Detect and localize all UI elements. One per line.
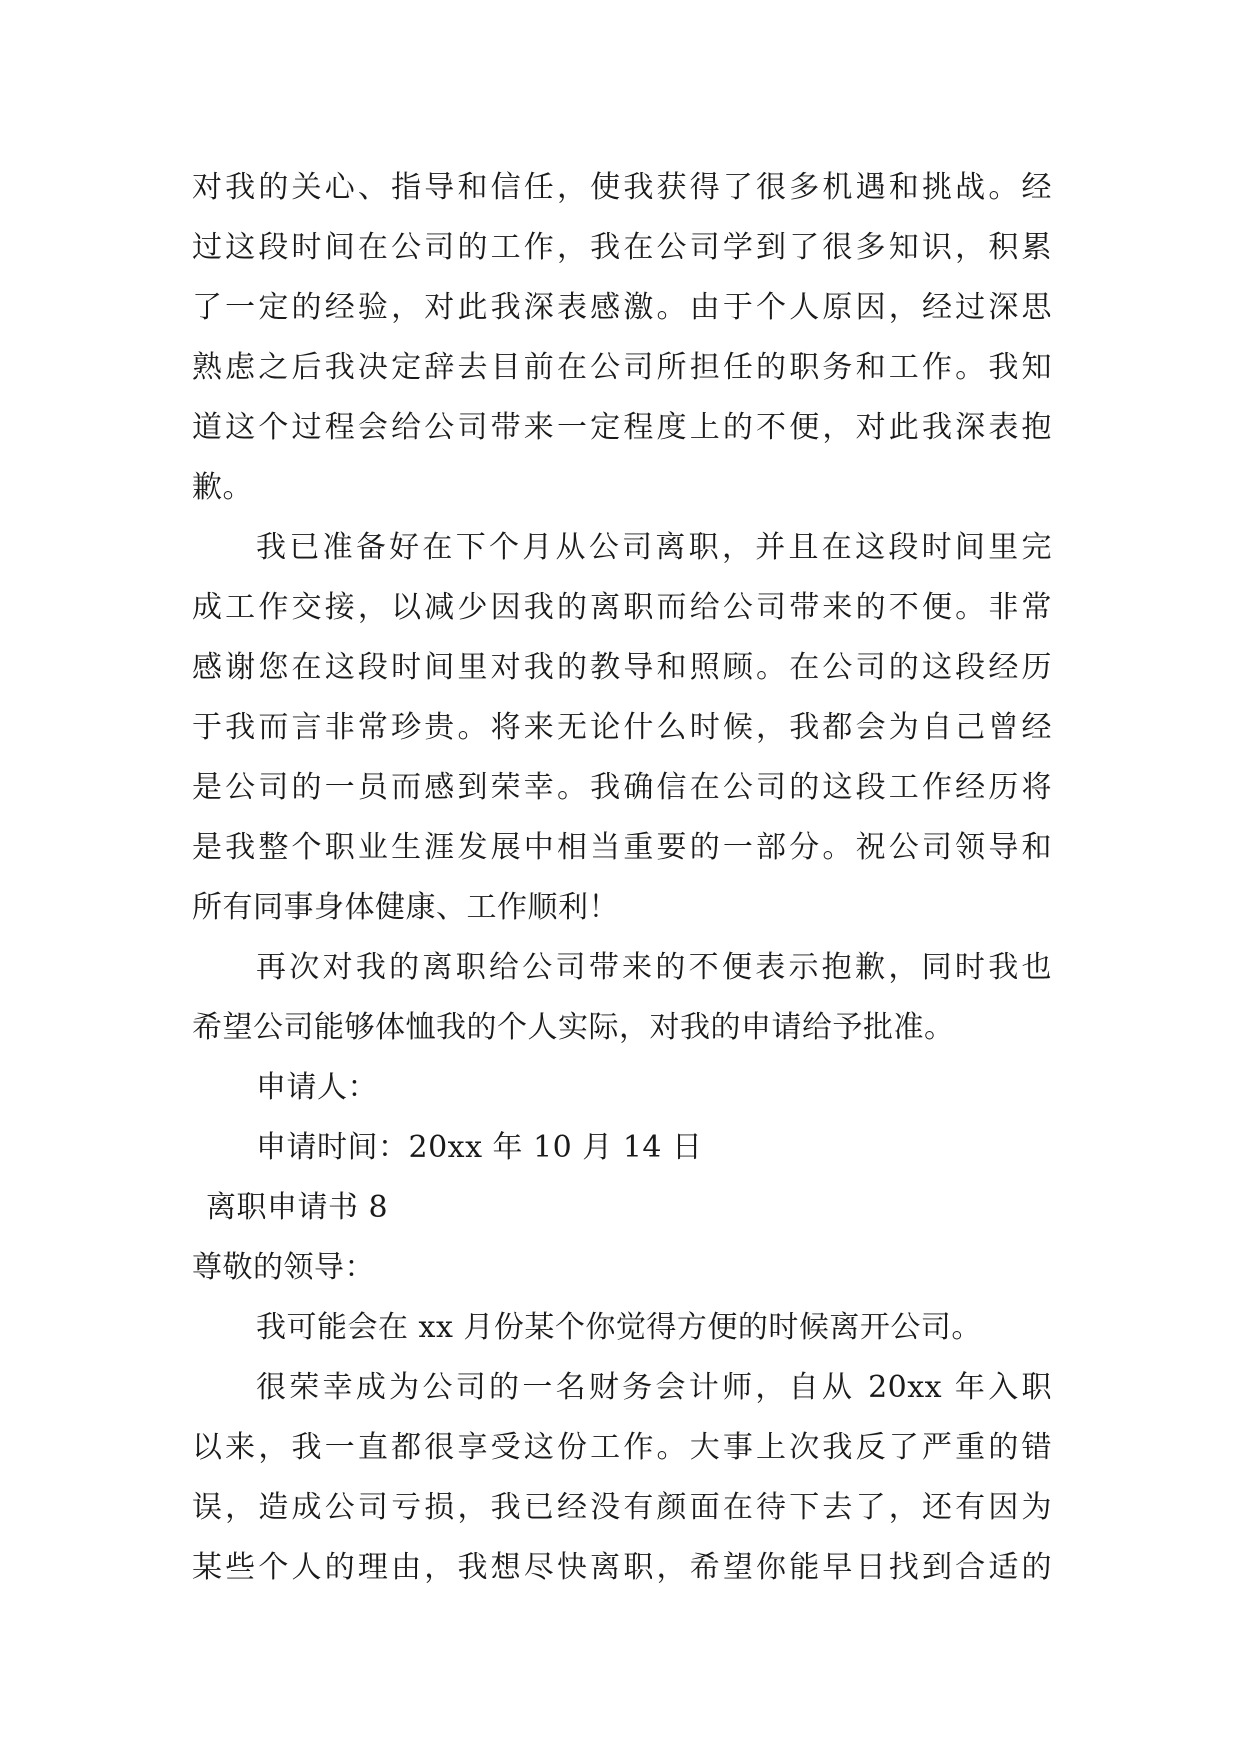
text-line: 于我而言非常珍贵。将来无论什么时候，我都会为自己曾经 bbox=[192, 710, 1052, 745]
text-line: 歉。 bbox=[192, 470, 253, 505]
paragraph-first-line: 我可能会在 xx 月份某个你觉得方便的时候离开公司。 bbox=[256, 1310, 982, 1345]
text-line: 是公司的一员而感到荣幸。我确信在公司的这段工作经历将 bbox=[192, 770, 1052, 805]
text-line: 某些个人的理由，我想尽快离职，希望你能早日找到合适的 bbox=[192, 1550, 1052, 1585]
text-line: 成工作交接，以减少因我的离职而给公司带来的不便。非常 bbox=[192, 590, 1052, 625]
applicant-label: 申请人： bbox=[256, 1070, 378, 1105]
application-date: 申请时间：20xx 年 10 月 14 日 bbox=[256, 1130, 703, 1165]
paragraph-first-line: 很荣幸成为公司的一名财务会计师，自从 20xx 年入职 bbox=[256, 1370, 1052, 1405]
text-line: 了一定的经验，对此我深表感激。由于个人原因，经过深思 bbox=[192, 290, 1052, 325]
text-line: 所有同事身体健康、工作顺利！ bbox=[192, 890, 619, 925]
salutation: 尊敬的领导： bbox=[192, 1250, 375, 1285]
text-line: 对我的关心、指导和信任，使我获得了很多机遇和挑战。经 bbox=[192, 170, 1052, 205]
text-line: 感谢您在这段时间里对我的教导和照顾。在公司的这段经历 bbox=[192, 650, 1052, 685]
document-body bbox=[192, 158, 1052, 1598]
text-line: 道这个过程会给公司带来一定程度上的不便，对此我深表抱 bbox=[192, 410, 1052, 445]
text-line: 以来，我一直都很享受这份工作。大事上次我反了严重的错 bbox=[192, 1430, 1052, 1465]
paragraph-first-line: 再次对我的离职给公司带来的不便表示抱歉，同时我也 bbox=[256, 950, 1052, 985]
text-line: 希望公司能够体恤我的个人实际，对我的申请给予批准。 bbox=[192, 1010, 955, 1045]
section-title: 离职申请书 8 bbox=[206, 1190, 389, 1225]
text-line: 误，造成公司亏损，我已经没有颜面在待下去了，还有因为 bbox=[192, 1490, 1052, 1525]
text-line: 是我整个职业生涯发展中相当重要的一部分。祝公司领导和 bbox=[192, 830, 1052, 865]
text-line: 过这段时间在公司的工作，我在公司学到了很多知识，积累 bbox=[192, 230, 1052, 265]
text-line: 熟虑之后我决定辞去目前在公司所担任的职务和工作。我知 bbox=[192, 350, 1052, 385]
paragraph-first-line: 我已准备好在下个月从公司离职，并且在这段时间里完 bbox=[256, 530, 1052, 565]
